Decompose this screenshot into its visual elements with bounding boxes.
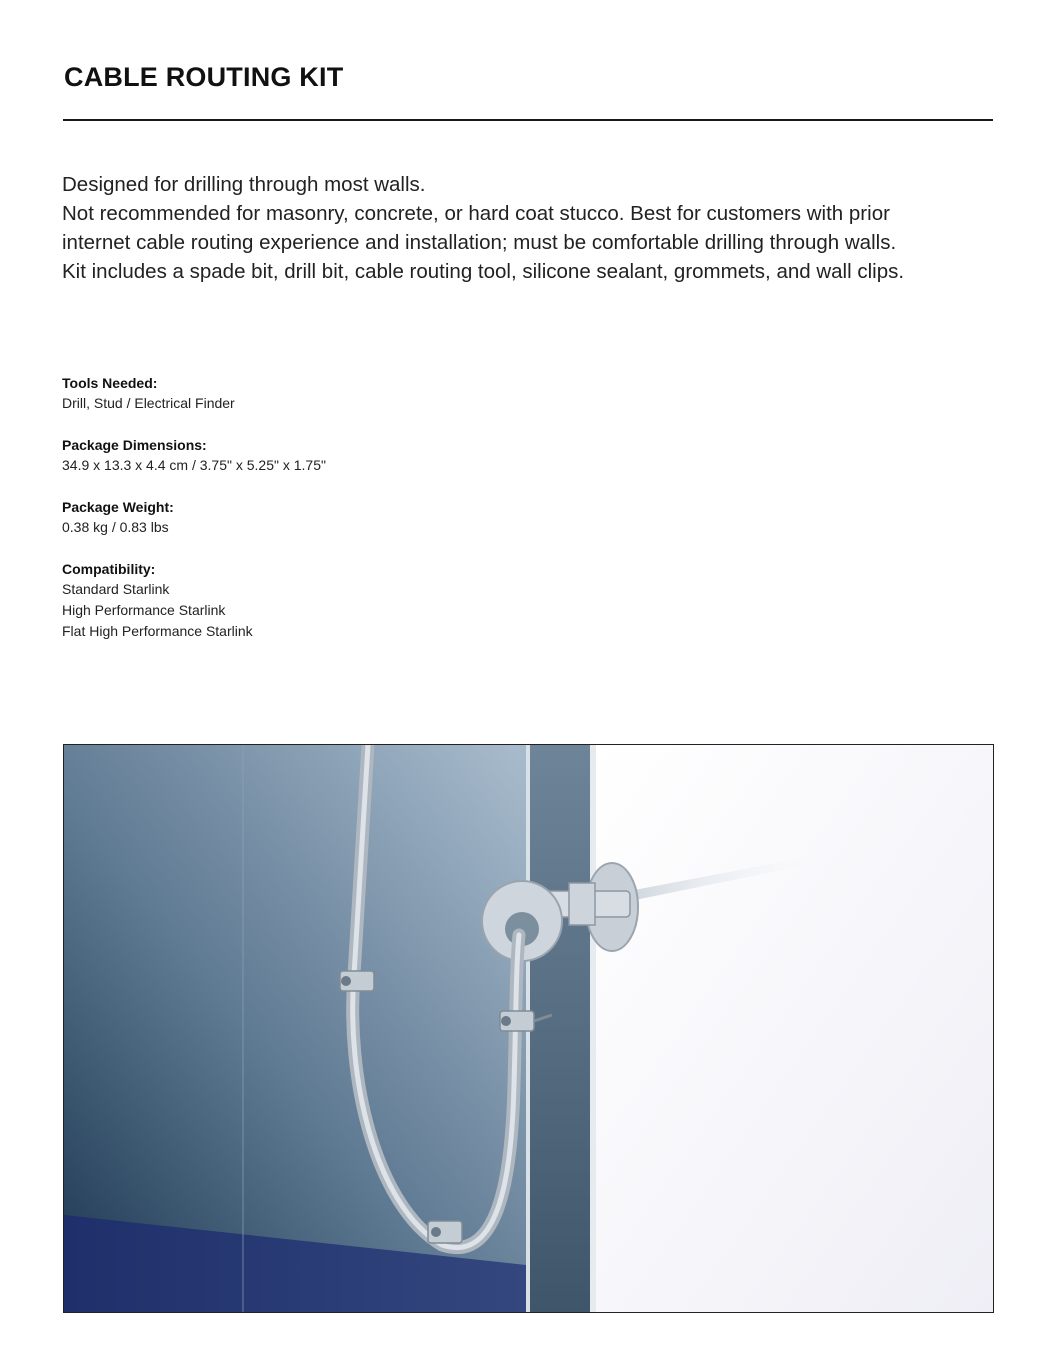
product-illustration <box>63 744 994 1313</box>
spec-value: 0.38 kg / 0.83 lbs <box>62 519 169 535</box>
spec-list <box>62 373 562 663</box>
wall-cable-illustration <box>64 745 993 1312</box>
spec-weight <box>62 497 562 538</box>
connector-nut <box>569 883 595 925</box>
spec-value: Drill, Stud / Electrical Finder <box>62 395 235 411</box>
spec-label: Compatibility: <box>62 561 156 577</box>
intro-description <box>62 170 1022 286</box>
wall-thickness <box>530 745 590 1312</box>
intro-line: Kit includes a spade bit, drill bit, cable routing tool, silicone sealant, grommets, and wall clips. <box>62 260 905 283</box>
interior-wall <box>594 745 993 1312</box>
wall-inner-edge <box>590 745 596 1312</box>
spec-tools <box>62 373 562 414</box>
wall-clip <box>340 971 374 991</box>
intro-line: internet cable routing experience and installation; must be comfortable drilling through walls. <box>62 231 897 254</box>
spec-value: Standard Starlink <box>62 581 170 597</box>
wall-clip <box>428 1221 462 1243</box>
page-title: CABLE ROUTING KIT <box>64 62 344 92</box>
spec-label: Package Weight: <box>62 499 174 515</box>
spec-value: 34.9 x 13.3 x 4.4 cm / 3.75" x 5.25" x 1.75" <box>62 457 326 473</box>
title-divider <box>63 119 993 121</box>
spec-compatibility <box>62 559 562 642</box>
intro-line: Designed for drilling through most walls. <box>62 173 426 196</box>
spec-label: Package Dimensions: <box>62 437 207 453</box>
intro-line: Not recommended for masonry, concrete, or hard coat stucco. Best for customers with prior <box>62 202 890 225</box>
spec-label: Tools Needed: <box>62 375 158 391</box>
spec-value: High Performance Starlink <box>62 602 226 618</box>
spec-value: Flat High Performance Starlink <box>62 623 253 639</box>
spec-dimensions <box>62 435 562 476</box>
siding-seam <box>242 745 244 1312</box>
